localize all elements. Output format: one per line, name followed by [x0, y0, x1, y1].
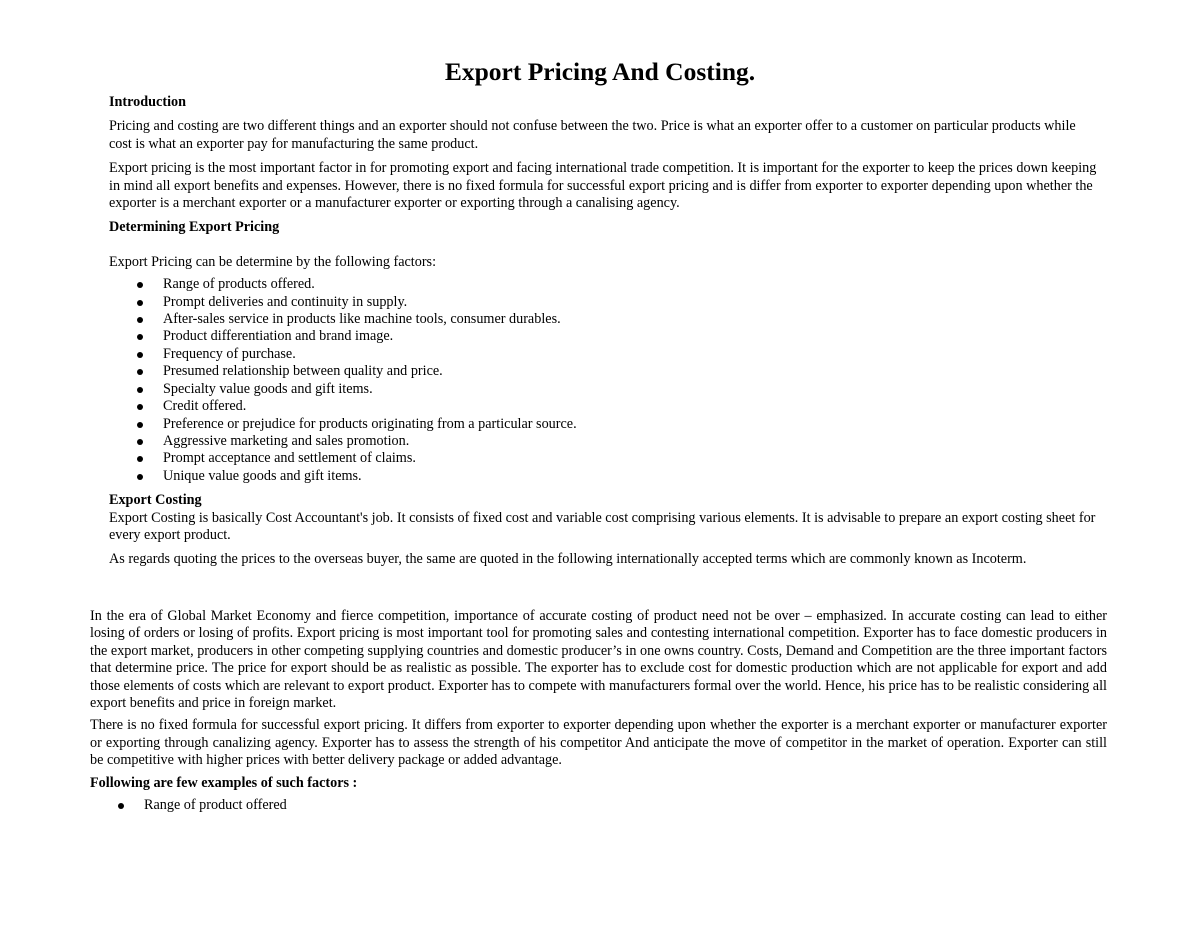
list-item-text: Aggressive marketing and sales promotion.	[163, 432, 410, 449]
bullet-icon	[137, 439, 143, 445]
global-market-paragraph-1: In the era of Global Market Economy and fierce competition, importance of accurate costing of product need not be over – emphasized. In accurate costing can lead to either losing of orders or losing of profits. Export pricing is most important tool for promoting sales and contesting international competition. Exporter has to face domestic producers in the export market, producers in other competing supplying countries and domestic producer’s in one owns country. Costs, Demand and Competition are the three important factors that determine price. The price for export should be as realistic as possible. The exporter has to exclude cost for domestic production which are not applicable for export and add those elements of costs which are relevant to export product. Exporter has to compete with manufacturers formal over the world. Hence, his price has to be realistic considering all export benefits and price in foreign market.	[90, 608, 1107, 712]
introduction-heading: Introduction	[109, 94, 186, 110]
list-item	[109, 294, 1099, 311]
main-section	[109, 94, 1099, 569]
list-item-text: Range of products offered.	[163, 276, 315, 293]
list-item	[109, 276, 1099, 293]
list-item	[109, 450, 1099, 467]
export-costing-paragraph-2: As regards quoting the prices to the overseas buyer, the same are quoted in the following internationally accepted terms which are commonly known as Incoterm.	[109, 551, 1027, 568]
list-item	[109, 363, 1099, 380]
bullet-icon	[137, 317, 143, 323]
export-costing-heading: Export Costing	[109, 492, 202, 509]
determining-pricing-intro: Export Pricing can be determine by the following factors:	[109, 253, 437, 270]
list-item	[109, 328, 1099, 345]
export-costing-paragraph-1: Export Costing is basically Cost Accountant's job. It consists of fixed cost and variable cost comprising various elements. It is advisable to prepare an export costing sheet for every export product.	[109, 509, 1096, 543]
bullet-icon	[137, 352, 143, 358]
global-market-paragraph-2: There is no fixed formula for successful export pricing. It differs from exporter to exporter depending upon whether the exporter is a merchant exporter or manufacturer exporter or exporting through canalizing agency. Exporter has to assess the strength of his competitor And anticipate the move of competitor in the market of operation. Exporter can still be competitive with higher prices with better delivery package or added advantage.	[90, 717, 1107, 769]
list-item	[109, 311, 1099, 328]
list-item	[109, 381, 1099, 398]
bullet-icon	[137, 474, 143, 480]
list-item-text: Unique value goods and gift items.	[163, 467, 362, 484]
list-item	[109, 433, 1099, 450]
bullet-icon	[137, 387, 143, 393]
document-title: Export Pricing And Costing.	[444, 57, 756, 86]
bullet-icon	[137, 369, 143, 375]
bullet-icon	[118, 803, 124, 809]
list-item	[109, 416, 1099, 433]
list-item-text: Prompt deliveries and continuity in supply.	[163, 293, 408, 310]
bullet-icon	[137, 422, 143, 428]
list-item-text: Range of product offered	[144, 797, 287, 814]
list-item-text: After-sales service in products like machine tools, consumer durables.	[163, 311, 561, 328]
global-market-section	[90, 608, 1107, 814]
bullet-icon	[137, 404, 143, 410]
list-item	[109, 468, 1099, 485]
list-item	[109, 398, 1099, 415]
list-item-text: Specialty value goods and gift items.	[163, 380, 373, 397]
bullet-icon	[137, 456, 143, 462]
bullet-icon	[137, 282, 143, 288]
bullet-icon	[137, 300, 143, 306]
list-item	[109, 346, 1099, 363]
list-item-text: Presumed relationship between quality and price.	[163, 363, 443, 380]
bullet-icon	[137, 334, 143, 340]
examples-heading: Following are few examples of such factors :	[90, 774, 358, 791]
list-item-text: Credit offered.	[163, 398, 247, 415]
examples-list	[90, 797, 1107, 814]
list-item-text: Prompt acceptance and settlement of claims.	[163, 450, 416, 467]
list-item	[90, 797, 1107, 814]
introduction-paragraph-1: Pricing and costing are two different things and an exporter should not confuse between the two. Price is what an exporter offer to a customer on particular products while cost is what an exporter pay for manufacturing the same product.	[109, 118, 1076, 152]
list-item-text: Frequency of purchase.	[163, 345, 296, 362]
list-item-text: Preference or prejudice for products originating from a particular source.	[163, 415, 577, 432]
pricing-factors-list	[109, 276, 1099, 485]
introduction-paragraph-2: Export pricing is the most important factor in for promoting export and facing international trade competition. It is important for the exporter to keep the prices down keeping in mind all export benefits and expenses. However, there is no fixed formula for successful export pricing and is differ from exporter to exporter depending upon whether the exporter is a merchant exporter or a manufacturer exporter or exporting through a canalising agency.	[109, 160, 1097, 212]
determining-pricing-heading: Determining Export Pricing	[109, 219, 280, 236]
list-item-text: Product differentiation and brand image.	[163, 328, 394, 345]
